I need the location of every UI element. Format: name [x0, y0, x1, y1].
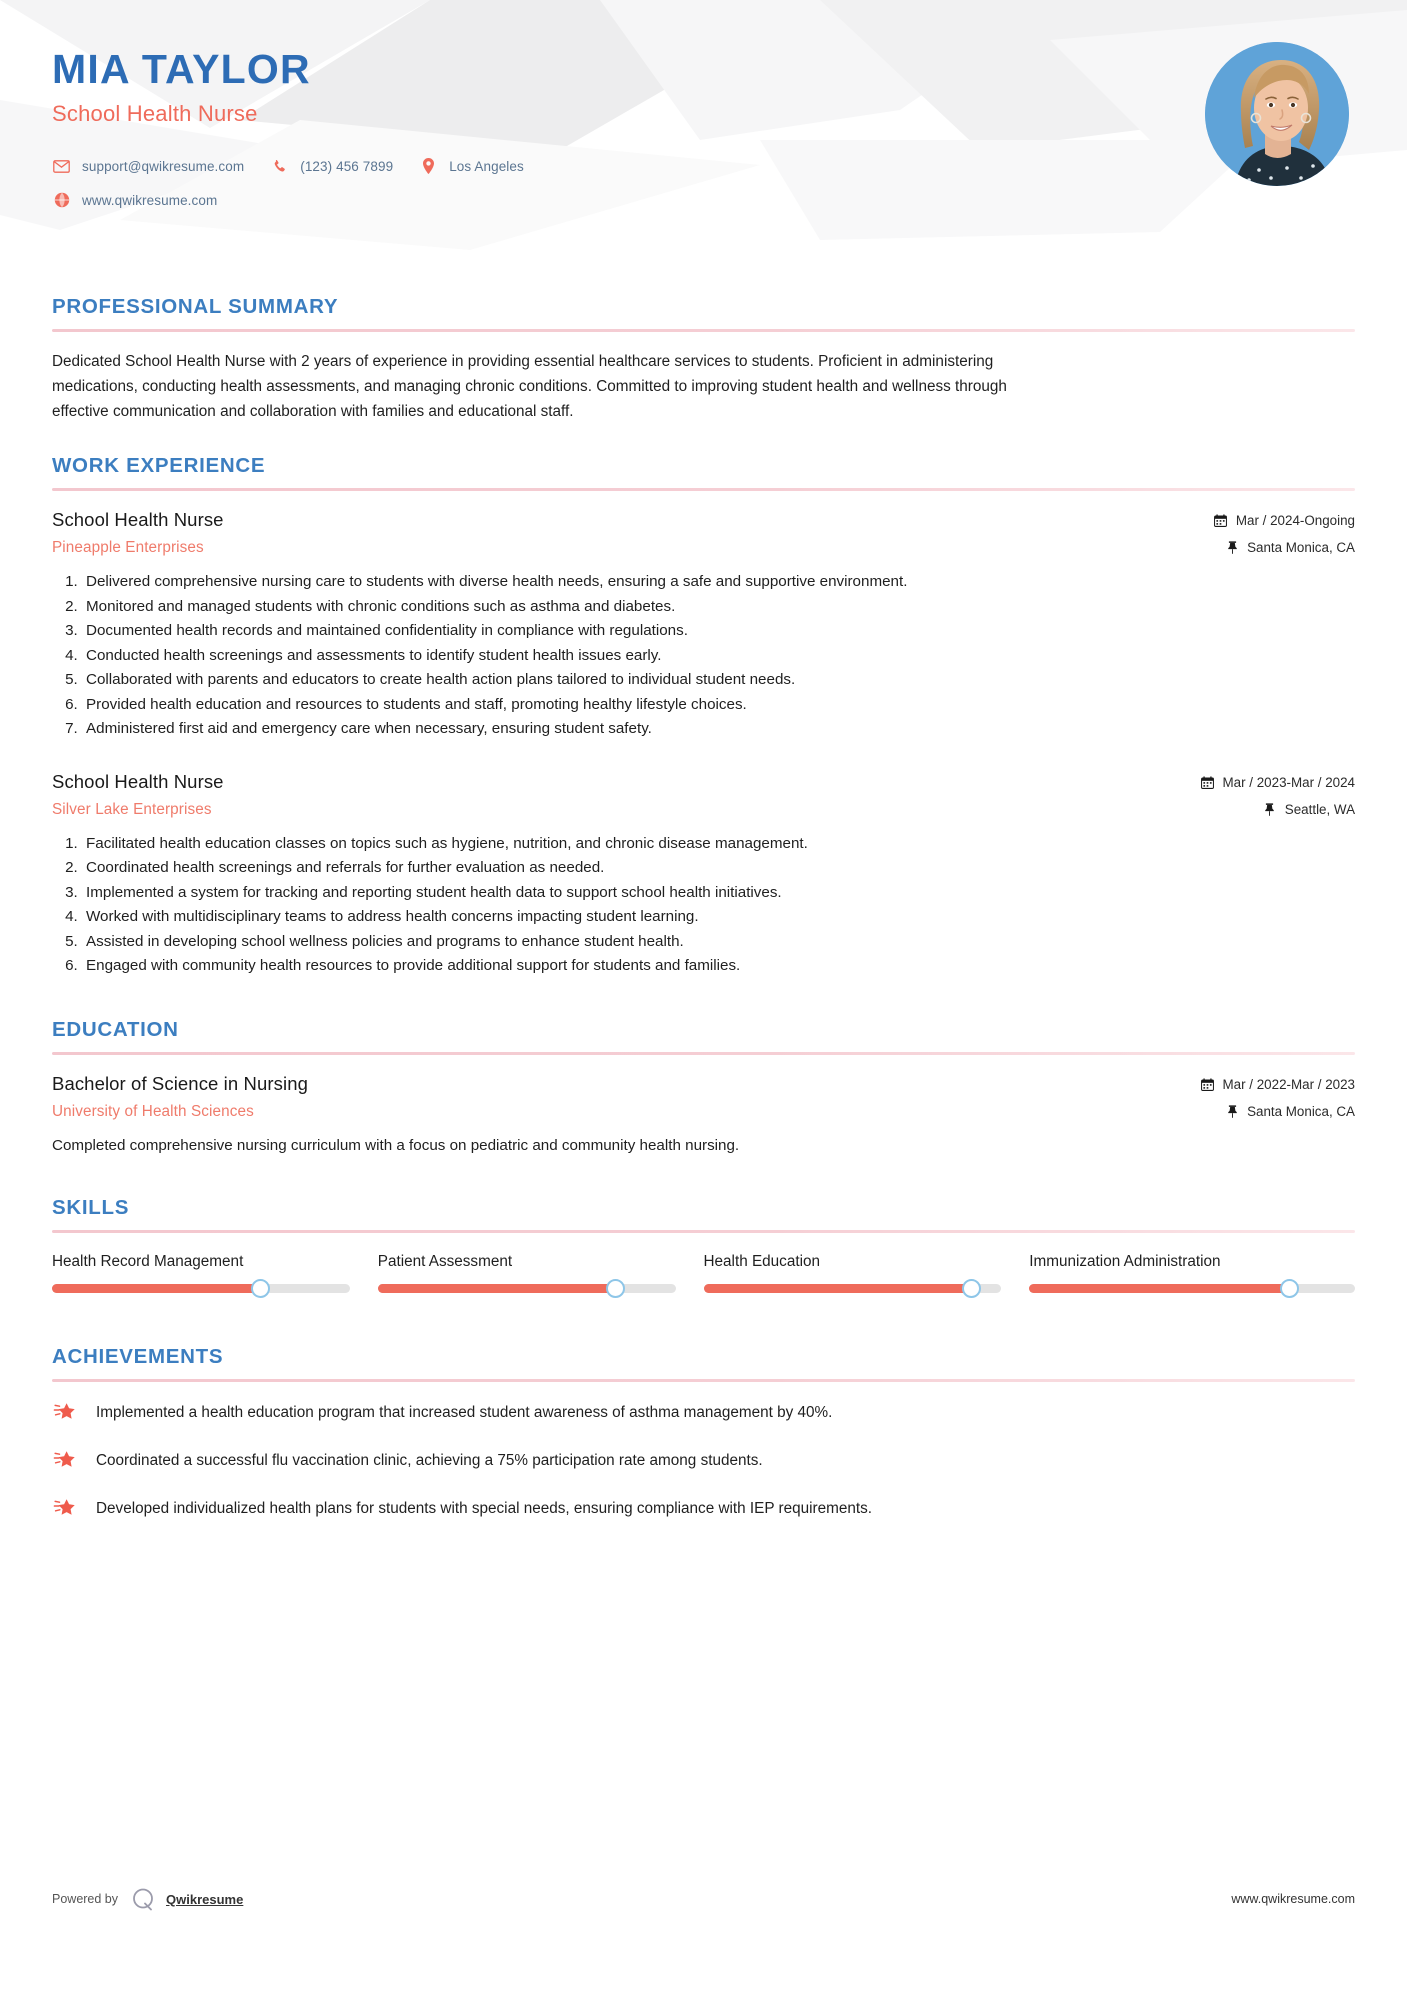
contact-website[interactable] — [52, 191, 217, 210]
skill-knob[interactable] — [251, 1279, 270, 1298]
experience-entry-meta — [1145, 509, 1355, 555]
globe-icon — [52, 191, 71, 210]
section-title-summary: PROFESSIONAL SUMMARY — [52, 295, 339, 318]
list-item: 3. Documented health records and maintained confidentiality in compliance with regulations. — [82, 620, 1072, 643]
section-title-experience: WORK EXPERIENCE — [52, 454, 266, 478]
list-item: 4. Conducted health screenings and assessments to identify student health issues early. — [82, 645, 1072, 668]
achievement-item — [52, 1496, 1355, 1522]
section-skills — [52, 1196, 1355, 1299]
achievements-list — [52, 1400, 1355, 1522]
powered-by-label: Powered by — [52, 1892, 119, 1906]
resume-body — [0, 295, 1407, 1522]
experience-date-label: Mar / 2024-Ongoing — [1235, 513, 1355, 529]
experience-entry-meta — [1145, 771, 1355, 817]
list-item: 2. Monitored and managed students with chronic conditions such as asthma and diabetes. — [82, 596, 1072, 619]
calendar-icon — [1201, 775, 1215, 789]
skill-slider[interactable] — [378, 1284, 676, 1293]
education-location — [1145, 1104, 1355, 1119]
contact-website-label: www.qwikresume.com — [82, 192, 218, 208]
skill-fill — [1029, 1284, 1290, 1293]
contact-location — [419, 157, 524, 176]
resume-header — [0, 0, 1407, 265]
list-item: 5. Collaborated with parents and educators to create health action plans tailored to individual student needs. — [82, 669, 1072, 692]
section-divider — [52, 1052, 1355, 1055]
page-footer — [52, 1886, 1355, 1912]
skill-item — [378, 1251, 704, 1293]
skills-grid — [52, 1251, 1355, 1299]
education-entry-header — [52, 1073, 1355, 1121]
experience-location-label: Santa Monica, CA — [1247, 540, 1355, 556]
achievement-item — [52, 1400, 1355, 1426]
list-item: 3. Implemented a system for tracking and reporting student health data to support school health initiatives. — [82, 882, 1072, 905]
experience-bullet-list — [52, 571, 1355, 741]
skill-fill — [704, 1284, 972, 1293]
experience-entry — [52, 509, 1355, 741]
skill-slider[interactable] — [52, 1284, 350, 1293]
education-description: Completed comprehensive nursing curriculum with a focus on pediatric and community health nursing. — [52, 1136, 740, 1154]
section-divider — [52, 1230, 1355, 1233]
education-date-label: Mar / 2022-Mar / 2023 — [1222, 1076, 1355, 1092]
qwikresume-logo-icon — [130, 1886, 156, 1912]
skill-slider[interactable] — [704, 1284, 1002, 1293]
skill-knob[interactable] — [962, 1279, 981, 1298]
education-entry — [52, 1073, 1355, 1158]
skill-label: Health Record Management — [52, 1252, 244, 1270]
map-pin-icon — [419, 157, 438, 176]
achievement-text: Developed individualized health plans for students with special needs, ensuring compliance with IEP requirements. — [96, 1499, 873, 1517]
star-icon — [52, 1496, 80, 1522]
skill-knob[interactable] — [606, 1279, 625, 1298]
section-professional-summary — [52, 295, 1355, 424]
education-date — [1145, 1077, 1355, 1092]
list-item: 1. Facilitated health education classes on topics such as hygiene, nutrition, and chronic disease management. — [82, 833, 1072, 856]
experience-bullet-list — [52, 833, 1355, 978]
calendar-icon — [1201, 1077, 1215, 1091]
skill-knob[interactable] — [1280, 1279, 1299, 1298]
job-title: School Health Nurse — [52, 101, 258, 127]
list-item: 5. Assisted in developing school wellness policies and programs to enhance student health. — [82, 931, 1072, 954]
contact-email[interactable] — [52, 157, 244, 176]
skill-item — [1029, 1251, 1355, 1293]
list-item: 6. Engaged with community health resources to provide additional support for students and families. — [82, 955, 1072, 978]
pushpin-icon — [1263, 802, 1277, 816]
footer-website[interactable]: www.qwikresume.com — [1231, 1892, 1355, 1906]
avatar — [1205, 42, 1349, 186]
pushpin-icon — [1225, 541, 1239, 555]
contact-block — [52, 153, 1363, 213]
achievement-text: Implemented a health education program that increased student awareness of asthma management by 40%. — [96, 1403, 833, 1421]
skill-slider[interactable] — [1029, 1284, 1355, 1293]
experience-entry — [52, 771, 1355, 978]
experience-location — [1145, 802, 1355, 817]
skill-label: Immunization Administration — [1029, 1252, 1221, 1270]
section-divider — [52, 1379, 1355, 1382]
footer-brand-link[interactable]: Qwikresume — [166, 1891, 244, 1907]
section-divider — [52, 329, 1355, 332]
star-icon — [52, 1400, 80, 1426]
contact-row-primary — [52, 153, 1363, 179]
section-title-education: EDUCATION — [52, 1017, 179, 1041]
experience-entry-header — [52, 771, 1355, 819]
envelope-icon — [52, 157, 71, 176]
experience-company: Pineapple Enterprises — [52, 539, 204, 557]
section-divider — [52, 488, 1355, 491]
skill-item — [704, 1251, 1030, 1293]
section-work-experience — [52, 454, 1355, 978]
page-title: MIA TAYLOR — [52, 46, 311, 92]
experience-company: Silver Lake Enterprises — [52, 800, 212, 818]
skill-fill — [378, 1284, 616, 1293]
experience-date — [1145, 775, 1355, 790]
footer-branding — [52, 1886, 243, 1912]
section-education — [52, 1018, 1355, 1158]
list-item: 1. Delivered comprehensive nursing care to students with diverse health needs, ensuring a safe and supportive environment. — [82, 571, 1072, 594]
education-entry-meta — [1145, 1073, 1355, 1119]
experience-entry-left — [52, 771, 1145, 819]
experience-date-label: Mar / 2023-Mar / 2024 — [1222, 774, 1355, 790]
calendar-icon — [1214, 514, 1228, 528]
skill-item — [52, 1251, 378, 1293]
experience-location — [1145, 540, 1355, 555]
contact-location-label: Los Angeles — [449, 158, 524, 174]
education-school: University of Health Sciences — [52, 1102, 254, 1120]
contact-row-secondary — [52, 187, 1363, 213]
skill-label: Health Education — [703, 1252, 821, 1270]
contact-phone-label: (123) 456 7899 — [300, 158, 394, 174]
experience-entry-header — [52, 509, 1355, 557]
education-entry-left — [52, 1073, 1145, 1121]
achievement-text: Coordinated a successful flu vaccination clinic, achieving a 75% participation rate among students. — [96, 1451, 763, 1469]
experience-entry-left — [52, 509, 1145, 557]
contact-phone[interactable] — [270, 157, 393, 176]
phone-icon — [270, 157, 289, 176]
section-title-skills: SKILLS — [52, 1195, 130, 1219]
education-degree: Bachelor of Science in Nursing — [52, 1072, 308, 1094]
star-icon — [52, 1448, 80, 1474]
avatar-illustration — [1205, 42, 1349, 186]
section-achievements — [52, 1345, 1355, 1522]
skill-label: Patient Assessment — [377, 1252, 513, 1270]
list-item: 6. Provided health education and resources to students and staff, promoting healthy lifestyle choices. — [82, 694, 1072, 717]
list-item: 2. Coordinated health screenings and referrals for further evaluation as needed. — [82, 857, 1072, 880]
summary-text: Dedicated School Health Nurse with 2 years of experience in providing essential healthcare services to students. Proficient in administering medications, conducting health assessments, and managing chronic conditions. Committed to improving student health and wellness through effective communication and collaboration with families and educational staff. — [52, 353, 1007, 420]
section-title-achievements: ACHIEVEMENTS — [52, 1344, 224, 1368]
pushpin-icon — [1225, 1104, 1239, 1118]
list-item: 4. Worked with multidisciplinary teams to address health concerns impacting student learning. — [82, 906, 1072, 929]
experience-role: School Health Nurse — [52, 770, 224, 792]
contact-email-label: support@qwikresume.com — [82, 158, 245, 174]
experience-date — [1145, 513, 1355, 528]
education-location-label: Santa Monica, CA — [1247, 1103, 1355, 1119]
list-item: 7. Administered first aid and emergency care when necessary, ensuring student safety. — [82, 718, 1072, 741]
experience-location-label: Seattle, WA — [1284, 801, 1355, 817]
achievement-item — [52, 1448, 1355, 1474]
experience-role: School Health Nurse — [52, 509, 224, 531]
skill-fill — [52, 1284, 260, 1293]
